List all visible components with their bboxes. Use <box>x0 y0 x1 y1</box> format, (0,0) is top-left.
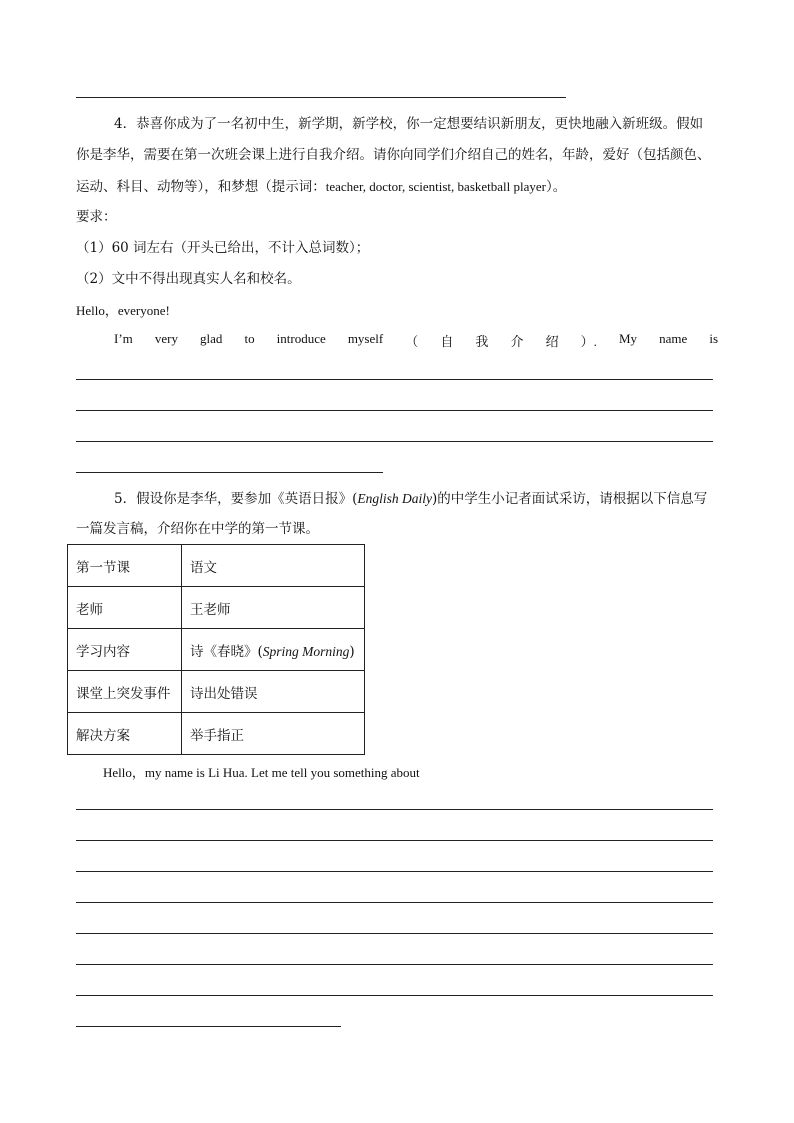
table-value: 举手指正 <box>182 713 365 755</box>
table-value: 诗出处错误 <box>182 671 365 713</box>
writing-line[interactable] <box>76 1026 341 1027</box>
q4-requirement-1: （1）60 词左右（开头已给出，不计入总词数）； <box>76 240 370 256</box>
start-word: （ <box>405 334 419 349</box>
writing-line[interactable] <box>76 871 713 872</box>
q4-line-2: 你是李华，需要在第一次班会课上进行自我介绍。请你向同学们介绍自己的姓名，年龄，爱好（包括颜色、 <box>76 147 711 163</box>
q4-start-sentence <box>114 331 718 350</box>
writing-line[interactable] <box>76 840 713 841</box>
poem-title-en: Spring Morning <box>262 643 350 659</box>
q5-line-2: 一篇发言稿，介绍你在中学的第一节课。 <box>76 521 319 537</box>
start-word: very <box>154 331 178 346</box>
q4-requirements-title: 要求： <box>76 209 117 225</box>
table-key: 第一节课 <box>68 545 182 587</box>
q4-line-3 <box>76 171 566 203</box>
table-value: 语文 <box>182 545 365 587</box>
start-word: 自 <box>440 334 454 349</box>
writing-line[interactable] <box>76 410 713 411</box>
writing-line[interactable] <box>76 809 713 810</box>
writing-line[interactable] <box>76 472 383 473</box>
start-word: introduce <box>276 331 326 346</box>
start-word: to <box>244 331 255 346</box>
table-row <box>68 671 365 713</box>
table-key: 老师 <box>68 587 182 629</box>
writing-line[interactable] <box>76 933 713 934</box>
writing-line[interactable] <box>76 964 713 965</box>
table-row <box>68 587 365 629</box>
q5-line-1a: 5．假设你是李华，要参加《英语日报》( <box>114 491 358 507</box>
table-row <box>68 545 365 587</box>
table-key: 课堂上突发事件 <box>68 671 182 713</box>
writing-line[interactable] <box>76 441 713 442</box>
q4-greeting: Hello，everyone! <box>76 303 170 318</box>
table-key: 解决方案 <box>68 713 182 755</box>
writing-line[interactable] <box>76 995 713 996</box>
q4-requirement-2: （2）文中不得出现真实人名和校名。 <box>76 271 301 287</box>
answer-line <box>76 97 566 98</box>
table-row <box>68 629 365 671</box>
q5-start-sentence: Hello，my name is Li Hua. Let me tell you something about <box>103 765 420 780</box>
start-word: myself <box>347 331 384 346</box>
start-word: 我 <box>475 334 489 349</box>
start-word: 绍 <box>545 334 559 349</box>
q5-line-1c: )的中学生小记者面试采访，请根据以下信息写 <box>431 491 708 507</box>
table-row <box>68 713 365 755</box>
lesson-info-table <box>67 544 365 755</box>
start-word: 介 <box>510 334 524 349</box>
q4-line-1: 4．恭喜你成为了一名初中生，新学期，新学校，你一定想要结识新朋友，更快地融入新班级。假如 <box>114 116 704 132</box>
start-word: My <box>618 331 638 346</box>
q4-hint-words: teacher, doctor, scientist, basketball player <box>325 179 546 194</box>
start-word: ）. <box>580 334 597 349</box>
q4-line-3c: ）。 <box>545 179 567 195</box>
start-word: glad <box>200 331 223 346</box>
writing-line[interactable] <box>76 902 713 903</box>
newspaper-name: English Daily <box>357 491 432 506</box>
q5-line-1 <box>114 483 707 515</box>
table-value: 王老师 <box>182 587 365 629</box>
start-word: I’m <box>114 331 133 346</box>
q4-line-3a: 运动、科目、动物等），和梦想（提示词： <box>76 179 326 195</box>
writing-line[interactable] <box>76 379 713 380</box>
start-word: is <box>709 331 718 346</box>
start-word: name <box>659 331 688 346</box>
table-key: 学习内容 <box>68 629 182 671</box>
table-value: 诗《春晓》(Spring Morning) <box>182 629 365 671</box>
